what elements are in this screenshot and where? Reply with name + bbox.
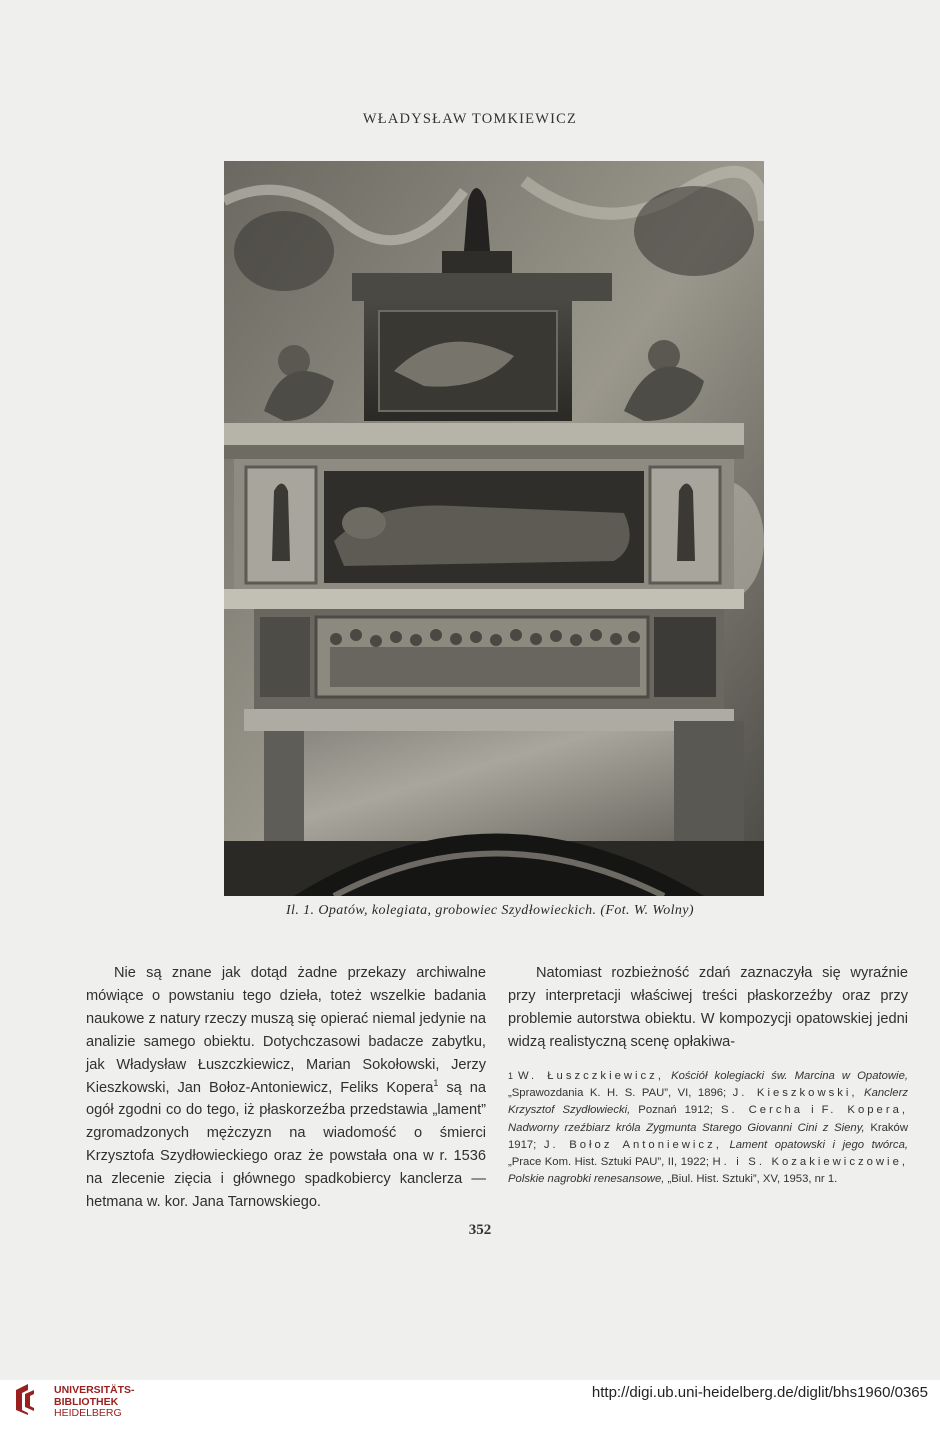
footnote-title: Kanclerz Krzysztof Szydłowiecki, [508,1086,908,1117]
footnote-reference[interactable]: 1 [433,1077,439,1088]
footnote-author: S. Cercha [720,1104,804,1117]
footnote-author: W. Łuszczkiewicz, [518,1069,664,1082]
library-name-line2: BIBLIOTHEK [54,1395,119,1408]
footnote [508,1068,908,1189]
left-paragraph-start: Nie są znane jak dotąd żadne przekazy archiwalne mówiące o powstaniu tego dzieła, toteż wszelkie badania naukowe z natury rzeczy muszą się opierać niemal jedynie na analizie samego obiektu. Dotychczasowi badacze zabytku, jak Władysław Łuszczkiewicz, Marian Sokołowski, Jerzy Kieszkowski, Jan Bołoz-Antoniewicz, Feliks Kopera [86,965,486,1096]
right-paragraph: Natomiast rozbieżność zdań zaznaczyła się wyraźnie przy interpretacji właściwej treści płaskorzeźby oraz przy problemie autorstwa obiektu. W kompozycji opatowskiej jedni widzą realistyczną scenę opłakiwa- [508,965,908,1050]
footnote-source: „Sprawozdania K. H. S. PAU”, VI, 1896; [508,1086,733,1099]
left-paragraph-end: są na ogół zgodni co do tego, iż płaskorzeźba przedstawia „lament” zgromadzonych mężczyzn na wiadomość o śmierci Krzysztofa Szydłowieckiego oraz że powstała ona w r. 1536 na zlecenie zięcia i głównego spadkobiercy kanclerza — hetmana w. kor. Jana Tarnowskiego. [86,1079,486,1211]
footnote-source: „Prace Kom. Hist. Sztuki PAU”, II, 1922; [508,1156,713,1169]
library-name-line3: HEIDELBERG [54,1407,122,1419]
footnote-author: F. Kopera, [821,1104,908,1117]
library-name-line1: UNIVERSITÄTS- [54,1384,135,1396]
figure-caption: Il. 1. Opatów, kolegiata, grobowiec Szydłowieckich. (Fot. W. Wolny) [286,903,694,918]
left-paragraph [86,962,486,1214]
left-text-column [86,962,486,1214]
footnote-title: Lament opatowski i jego twórca, [729,1138,908,1151]
footnote-author: J. Bołoz Antoniewicz, [543,1138,722,1151]
library-logo-icon[interactable] [12,1382,42,1416]
right-text-column [508,962,908,1189]
footnote-author: J. Kieszkowski, [732,1086,858,1099]
running-head: WŁADYSŁAW TOMKIEWICZ [362,111,578,127]
footnote-source: „Biul. Hist. Sztuki”, XV, 1953, nr 1. [664,1173,838,1186]
tomb-photograph-illustration [224,161,764,896]
footnote-title: Polskie nagrobki renesansowe, [508,1173,665,1186]
footnote-title: Kościół kolegiacki św. Marcina w Opatowie, [671,1069,908,1082]
footnote-title: Nadworny rzeźbiarz króla Zygmunta Starego Giovanni Cini z Sieny, [508,1121,865,1134]
footnote-source: Poznań 1912; [630,1104,721,1117]
footnote-conjunction: i [803,1104,822,1117]
page-number: 352 [468,1222,492,1238]
library-name[interactable] [54,1385,135,1420]
tomb-photograph [224,161,764,896]
footnote-author: H. i S. Kozakiewiczowie, [712,1156,908,1169]
source-url-link[interactable]: http://digi.ub.uni-heidelberg.de/diglit/bhs1960/0365 [591,1384,928,1401]
footnote-source: Kraków 1917; [508,1121,908,1151]
footnote-number: 1 [508,1070,514,1081]
